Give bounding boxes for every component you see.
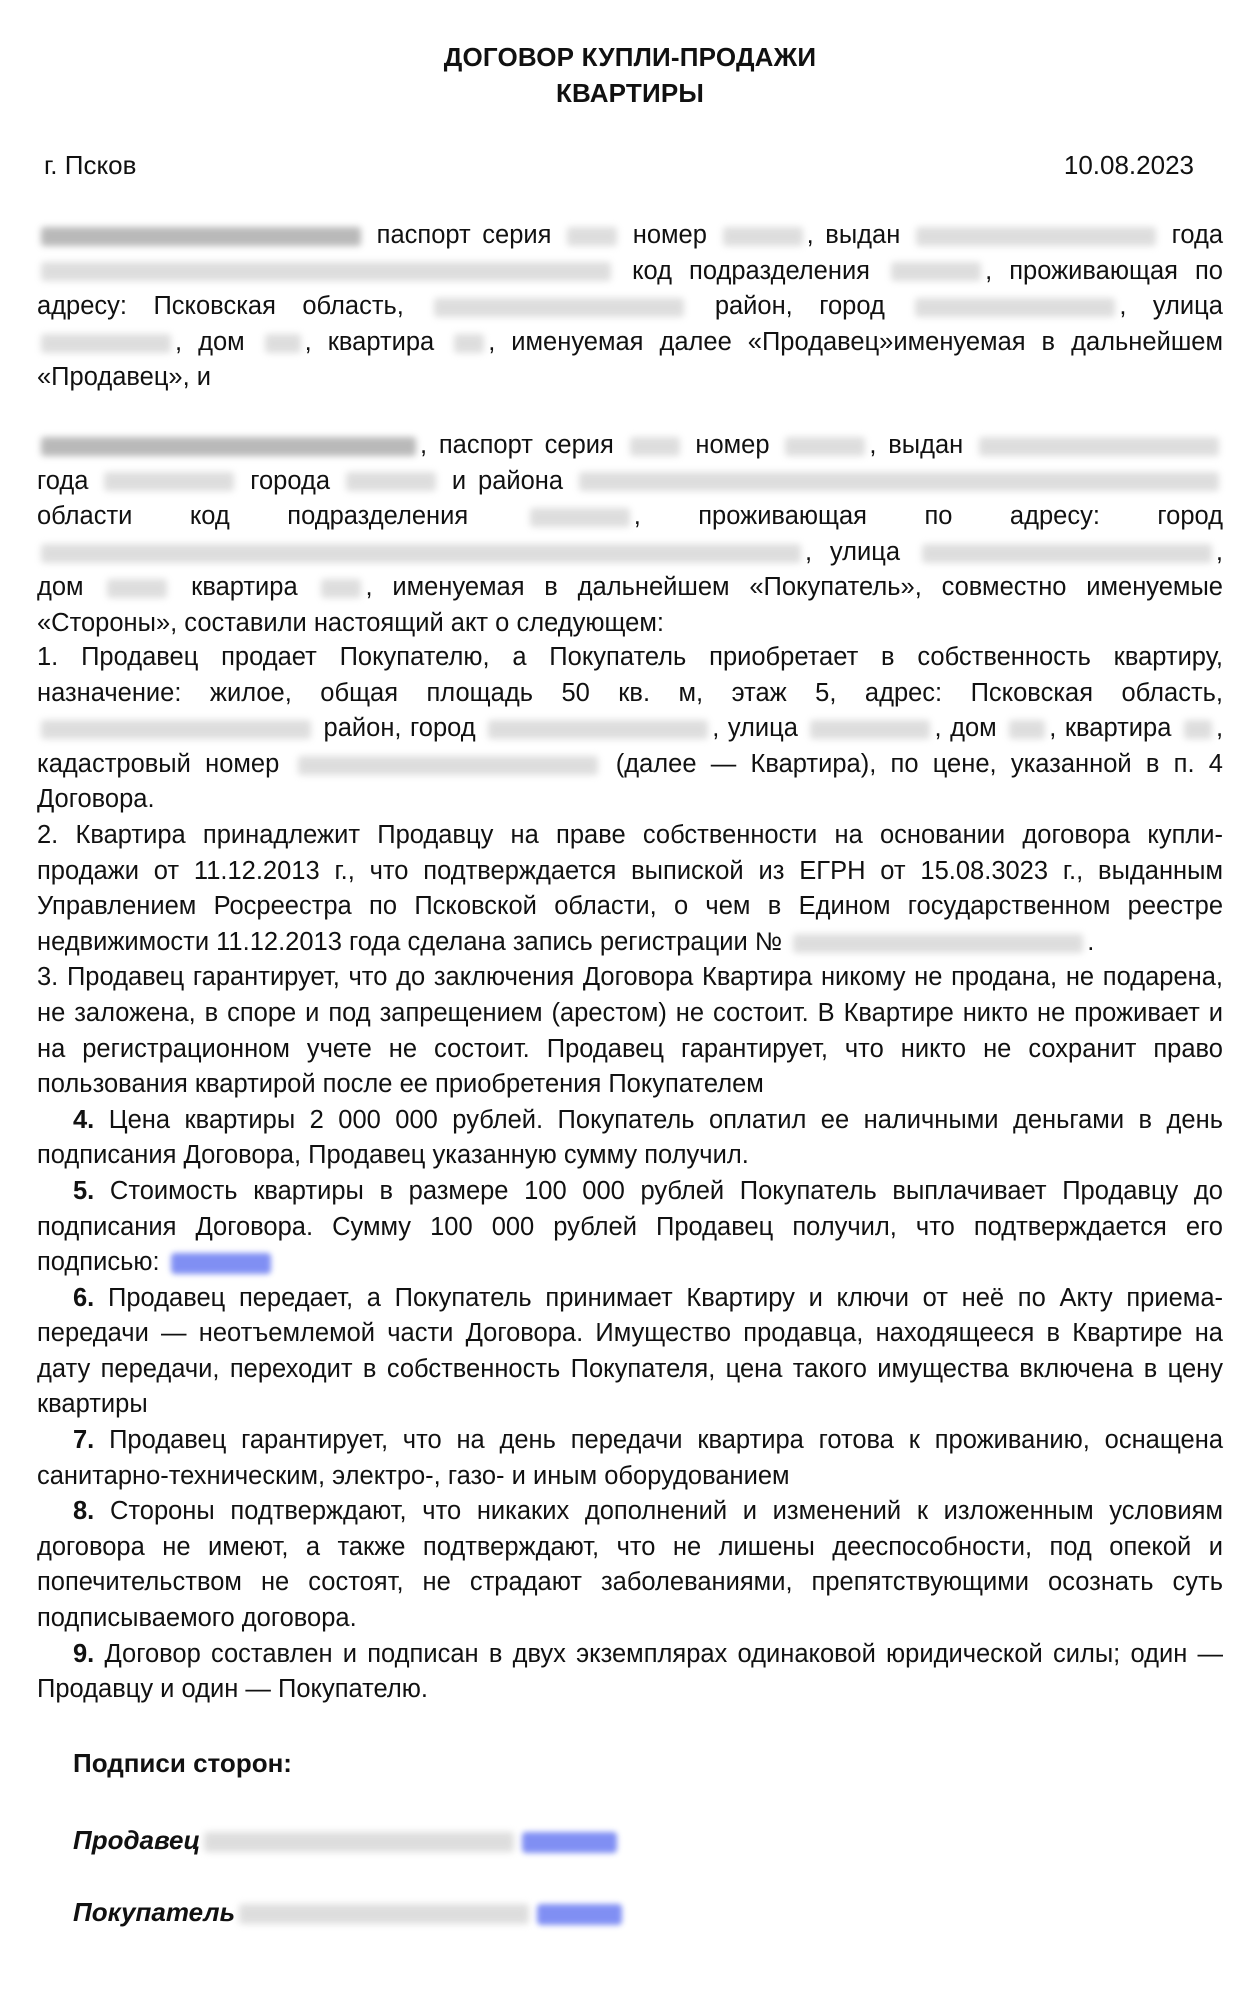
redacted-buyer-street [922, 544, 1212, 563]
seller-signature-mark [171, 1253, 271, 1274]
item-8: 8. Стороны подтверждают, что никаких дополнений и изменений к изложенным условиям договора не имеют, а также подтверждают, что не лишены дееспособности, под опекой и попечительством не состоят, не страдают заболеваниями, препятствующими осознать суть подписываемого договора. [37, 1497, 1223, 1633]
redacted-buyer-city [346, 472, 436, 491]
redacted-issuing-authority [41, 262, 611, 281]
redacted-passport-series [567, 227, 617, 246]
redacted-buyer-house [107, 579, 167, 598]
item-8-number: 8. [73, 1497, 95, 1526]
redacted-house [265, 334, 301, 353]
buyer-signature-row [73, 1897, 622, 1928]
redacted-flat [454, 334, 484, 353]
item-2: 2. Квартира принадлежит Продавцу на праве собственности на основании договора купли-продажи от 11.12.2013 г., что подтверждается выпиской из ЕГРН от 15.08.3023 г., выданным Управлением Росреестра по Псковской области, о чем в Едином государственном реестре недвижимости 11.12.2013 года сделана запись регистрации № . [37, 820, 1223, 956]
item-1: 1. Продавец продает Покупателю, а Покупатель приобретает в собственность квартиру, назначение: жилое, общая площадь 50 кв. м, этаж 5, адрес: Псковская область, район, город , улица , дом , квартира , кадастровый номер (далее — Квартира), по цене, указанной в п. 4 Договора. [37, 643, 1224, 814]
redacted-buyer-passport-number [785, 437, 865, 456]
item-7: 7. Продавец гарантирует, что на день передачи квартира готова к проживанию, оснащена санитарно-техническим, электро-, газо- и иным оборудованием [37, 1426, 1224, 1490]
seller-signature-row [73, 1825, 617, 1856]
redacted-department-code [891, 262, 981, 281]
contract-items [37, 640, 1223, 1708]
item-5-number: 5. [73, 1176, 95, 1205]
item-3: 3. Продавец гарантирует, что до заключения Договора Квартира никому не продана, не подарена, не заложена, в споре и под запрещением (арестом) не состоит. В Квартире никто не проживает и на регистрационном учете не состоит. Продавец гарантирует, что никто не сохранит право пользования квартирой после ее приобретения Покупателем [37, 963, 1223, 1099]
item-4: 4. Цена квартиры 2 000 000 рублей. Покупатель оплатил ее наличными деньгами в день подписания Договора, Продавец указанную сумму получил. [37, 1105, 1223, 1170]
redacted-passport-number [723, 227, 803, 246]
redacted-issue-date [916, 227, 1156, 246]
buyer-paragraph: , паспорт серия номер , выдан года города и района области код подразделения , проживающая по адресу: город , улица , дом квартира , именуемая в дальнейшем «Покупатель», совместно именуемые «Стороны», составили настоящий акт о следующем: [37, 431, 1223, 637]
buyer-signature [537, 1904, 622, 1925]
redacted-seller-name [41, 227, 361, 246]
redacted-buyer-address [41, 544, 801, 563]
redacted-object-flat [1184, 720, 1212, 739]
redacted-buyer-flat [321, 579, 361, 598]
buyer-label: Покупатель [73, 1897, 236, 1927]
contract-date: 10.08.2023 [1063, 150, 1194, 180]
redacted-object-district [41, 720, 311, 739]
redacted-seller-full-name [204, 1832, 514, 1852]
redacted-object-town [488, 720, 708, 739]
seller-paragraph: паспорт серия номер , выдан года код подразделения , проживающая по адресу: Псковская область, район, город , улица , дом , квартира , именуемая далее «Продавец»именуемая в дальнейшем «Продавец», и [37, 221, 1224, 392]
seller-label: Продавец [73, 1825, 201, 1855]
item-7-number: 7. [73, 1426, 95, 1455]
redacted-buyer-department-code [530, 508, 630, 527]
redacted-buyer-issuer [104, 472, 234, 491]
redacted-buyer-issue-date [979, 437, 1219, 456]
redacted-town [915, 298, 1115, 317]
document-title-line2: КВАРТИРЫ [555, 78, 705, 108]
redacted-buyer-district [579, 472, 1219, 491]
redacted-object-street [810, 720, 930, 739]
redacted-cadastral-number [298, 756, 598, 775]
item-6-number: 6. [73, 1283, 95, 1312]
redacted-buyer-passport-series [630, 437, 680, 456]
document-title-line1: ДОГОВОР КУПЛИ-ПРОДАЖИ [443, 42, 817, 72]
item-5: 5. Стоимость квартиры в размере 100 000 рублей Покупатель выплачивает Продавцу до подписания Договора. Сумму 100 000 рублей Продавец получил, что подтверждается его подписью: [37, 1176, 1223, 1277]
item-6: 6. Продавец передает, а Покупатель принимает Квартиру и ключи от неё по Акту приема-передачи — неотъемлемой части Договора. Имущество продавца, находящееся в Квартире на дату передачи, переходит в собственность Покупателя, цена такого имущества включена в цену квартиры [37, 1283, 1223, 1419]
seller-signature [522, 1832, 617, 1853]
redacted-street [41, 334, 171, 353]
redacted-object-house [1009, 720, 1045, 739]
item-9: 9. Договор составлен и подписан в двух экземплярах одинаковой юридической силы; один — Продавцу и один — Покупателю. [37, 1639, 1223, 1704]
signatures-heading: Подписи сторон: [73, 1748, 292, 1778]
contract-city: г. Псков [44, 150, 137, 180]
item-4-number: 4. [73, 1105, 95, 1134]
redacted-buyer-full-name [239, 1904, 529, 1924]
item-9-number: 9. [73, 1639, 95, 1668]
redacted-district [434, 298, 684, 317]
redacted-buyer-name [41, 437, 416, 456]
redacted-registration-number [793, 934, 1083, 953]
